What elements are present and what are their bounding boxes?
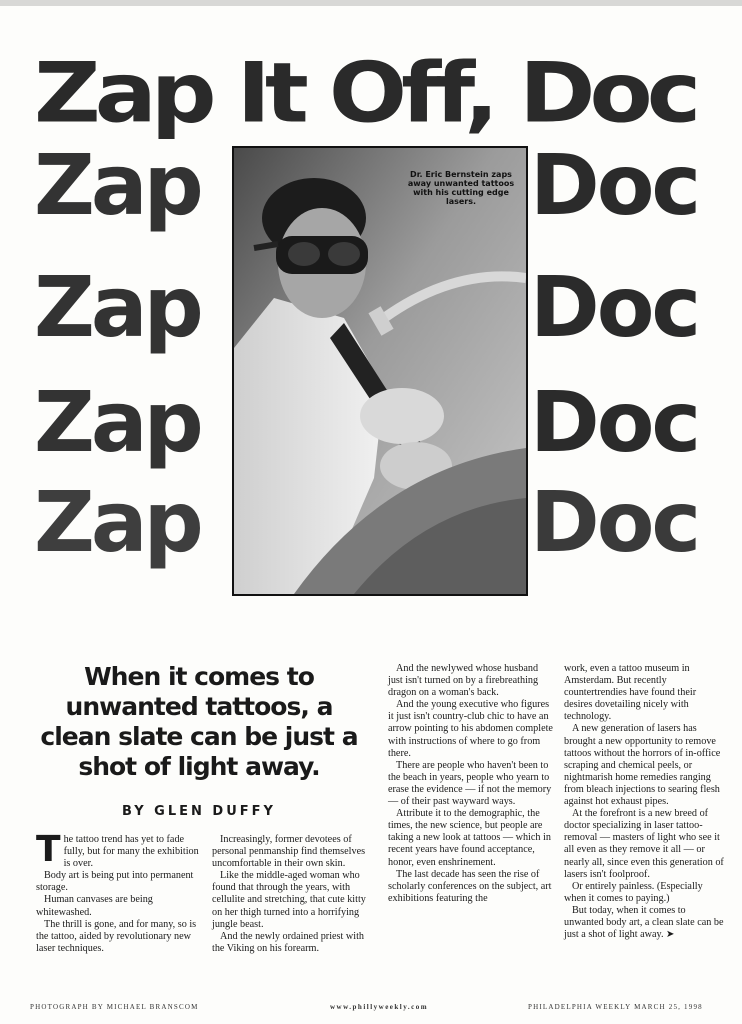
paragraph: Like the middle-aged woman who found that through the years, with cellulite and stretching, that cute kitty on her thigh turned into a horrifying jungle beast. <box>212 870 366 930</box>
headline-echo-doc: Doc <box>530 136 699 234</box>
paragraph: Or entirely painless. (Especially when it comes to paying.) <box>564 880 703 904</box>
headline-echo-zap: Zap <box>34 373 200 471</box>
article-column-3 <box>388 663 554 905</box>
paragraph: And the newlywed whose husband just isn't turned on by a firebreathing dragon on a woman's back. <box>388 663 539 699</box>
headline-echo-zap: Zap <box>34 258 200 356</box>
article-column-1 <box>36 829 202 955</box>
headline-echo-zap: Zap <box>34 136 200 234</box>
paragraph <box>36 829 202 870</box>
scan-top-edge <box>0 0 742 6</box>
paragraph: A new generation of lasers has brought a new opportunity to remove tattoos without the horrors of in-office scraping and chemical peels, or nightmarish home remedies ranging from bleach injections to searing flesh against hot exhaust pipes. <box>564 723 721 808</box>
paragraph: Attribute it to the demographic, the times, the new science, but people are taking a new look at tattoos — which in recent years have found acceptance, honor, even enshrinement. <box>388 808 551 868</box>
paragraph: But today, when it comes to unwanted body art, a clean slate can be just a shot of light away. ➤ <box>564 904 724 941</box>
drop-cap: T <box>36 829 61 870</box>
headline-echo-zap: Zap <box>34 473 200 571</box>
byline: BY GLEN DUFFY <box>122 804 276 819</box>
paragraph: Body art is being put into permanent storage. <box>36 870 194 894</box>
paragraph: There are people who haven't been to the beach in years, people who yearn to erase the evidence — if not the memory — of their past wayward ways. <box>388 759 552 808</box>
website-url: www.phillyweekly.com <box>330 1003 429 1011</box>
doctor-illustration <box>234 148 526 594</box>
doctor-photograph <box>232 146 528 596</box>
photo-caption: Dr. Eric Bernstein zaps away unwanted tattoos with his cutting edge lasers. <box>407 170 515 206</box>
paragraph: work, even a tattoo museum in Amsterdam. But recently countertrendies have found their desires dovetailing nicely with technology. <box>564 663 697 723</box>
headline-echo-doc: Doc <box>530 258 699 356</box>
photo-credit: PHOTOGRAPH BY MICHAEL BRANSCOM <box>30 1003 199 1011</box>
paragraph: And the newly ordained priest with the Viking on his forearm. <box>212 930 365 954</box>
headline-echo-doc: Doc <box>530 473 699 571</box>
headline-main: Zap It Off, Doc <box>34 44 696 142</box>
paragraph: The last decade has seen the rise of scholarly conferences on the subject, art exhibitions featuring the <box>388 868 552 904</box>
headline-echo-doc: Doc <box>530 373 699 471</box>
paragraph: Increasingly, former devotees of personal penmanship find themselves uncomfortable in their own skin. <box>212 834 366 870</box>
article-column-4 <box>564 663 724 941</box>
paragraph: The thrill is gone, and for many, so is the tattoo, aided by revolutionary new laser techniques. <box>36 918 197 954</box>
article-column-2 <box>212 834 378 955</box>
issue-date: PHILADELPHIA WEEKLY MARCH 25, 1998 <box>528 1003 703 1011</box>
paragraph: At the forefront is a new breed of doctor specializing in laser tattoo-removal — masters of light who see it all even as they remove it all — or nearly all, since even this generation of lasers isn't foolproof. <box>564 808 724 880</box>
article-title: When it comes to unwanted tattoos, a clean slate can be just a shot of light away. <box>40 662 358 781</box>
paragraph: Human canvases are being whitewashed. <box>36 894 153 918</box>
paragraph-text: he tattoo trend has yet to fade fully, but for many the exhibition is over. <box>63 834 199 870</box>
paragraph: And the young executive who figures it just isn't country-club chic to have an arrow pointing to his abdomen complete with instructions of where to go from there. <box>388 699 553 759</box>
